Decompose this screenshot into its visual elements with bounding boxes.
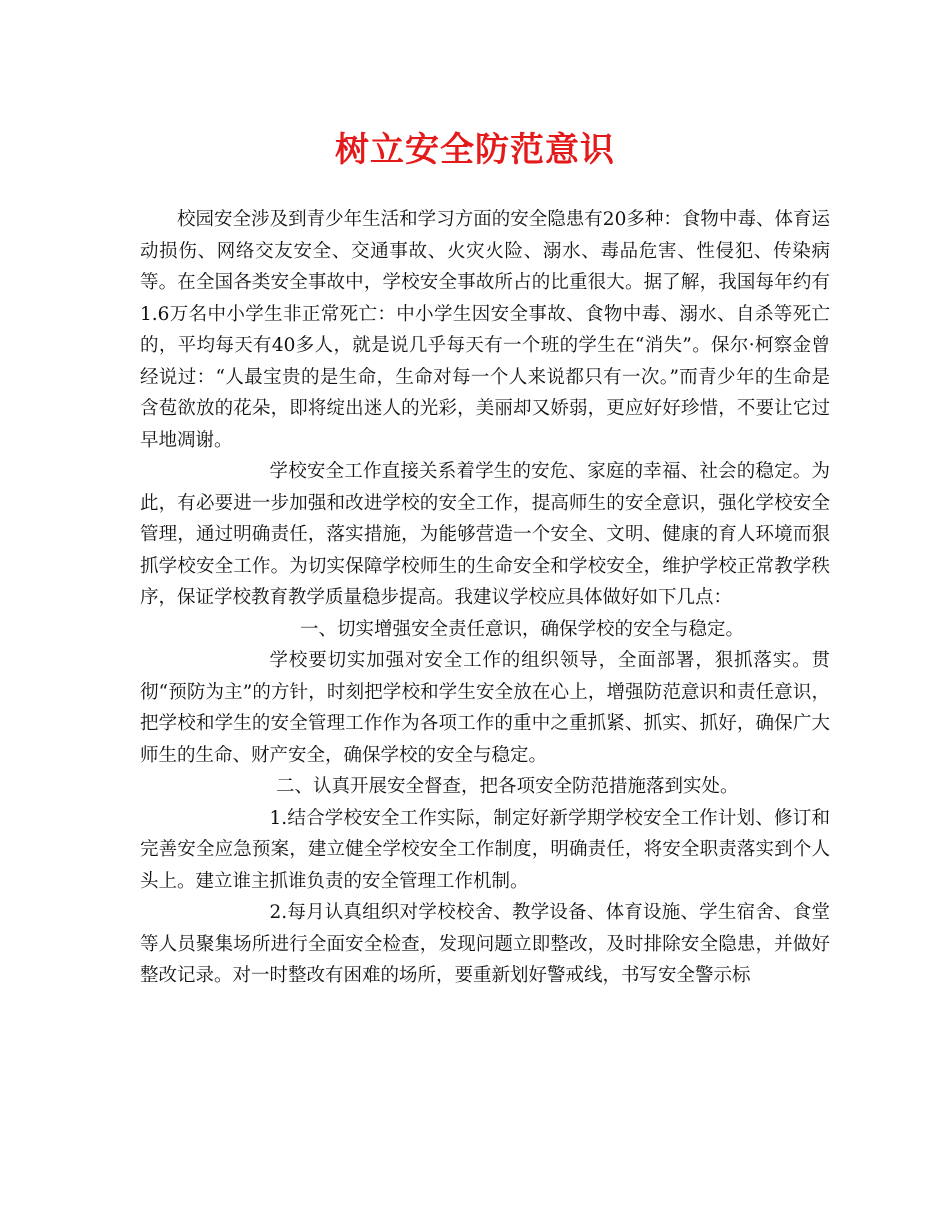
paragraph-item-2: 2.每月认真组织对学校校舍、教学设备、体育设施、学生宿舍、食堂等人员聚集场所进行全面安全检查，发现问题立即整改，及时排除安全隐患，并做好整改记录。对一时整改有困难的场所，要重新划好警戒线，书写安全警示标 xyxy=(140,902,830,986)
section-heading-1: 一、切实增强安全责任意识，确保学校的安全与稳定。 xyxy=(300,618,745,640)
document-title: 树立安全防范意识 xyxy=(335,130,615,170)
paragraph-school-safety: 学校安全工作直接关系着学生的安危、家庭的幸福、社会的稳定。为此，有必要进一步加强和改进学校的安全工作，提高师生的安全意识，强化学校安全管理，通过明确责任，落实措施，为能够营造一个安全、文明、健康的育人环境而狠抓学校安全工作。为切实保障学校师生的生命安全和学校安全，维护学校正常教学秩序，保证学校教育教学质量稳步提高。我建议学校应具体做好如下几点： xyxy=(140,461,830,608)
paragraph-item-1: 1.结合学校安全工作实际，制定好新学期学校安全工作计划、修订和完善安全应急预案，建立健全学校安全工作制度，明确责任，将安全职责落实到个人头上。建立谁主抓谁负责的安全管理工作机制。 xyxy=(140,807,830,892)
section-heading-2: 二、认真开展安全督查，把各项安全防范措施落到实处。 xyxy=(276,776,739,797)
document-body xyxy=(140,204,830,992)
paragraph-intro: 校园安全涉及到青少年生活和学习方面的安全隐患有20多种：食物中毒、体育运动损伤、网络交友安全、交通事故、火灾火险、溺水、毒品危害、性侵犯、传染病等。在全国各类安全事故中，学校安全事故所占的比重很大。据了解，我国每年约有1.6万名中小学生非正常死亡：中小学生因安全事故、食物中毒、溺水、自杀等死亡的，平均每天有40多人，就是说几乎每天有一个班的学生在“消失”。保尔·柯察金曾经说过：“人最宝贵的是生命，生命对每一个人来说都只有一次。”而青少年的生命是含苞欲放的花朵，即将绽出迷人的光彩，美丽却又娇弱，更应好好珍惜，不要让它过早地凋谢。 xyxy=(140,209,830,451)
paragraph-section-1: 学校要切实加强对安全工作的组织领导，全面部署，狠抓落实。贯彻“预防为主”的方针，时刻把学校和学生安全放在心上，增强防范意识和责任意识，把学校和学生的安全管理工作作为各项工作的重中之重抓紧、抓实、抓好，确保广大师生的生命、财产安全，确保学校的安全与稳定。 xyxy=(140,650,830,766)
